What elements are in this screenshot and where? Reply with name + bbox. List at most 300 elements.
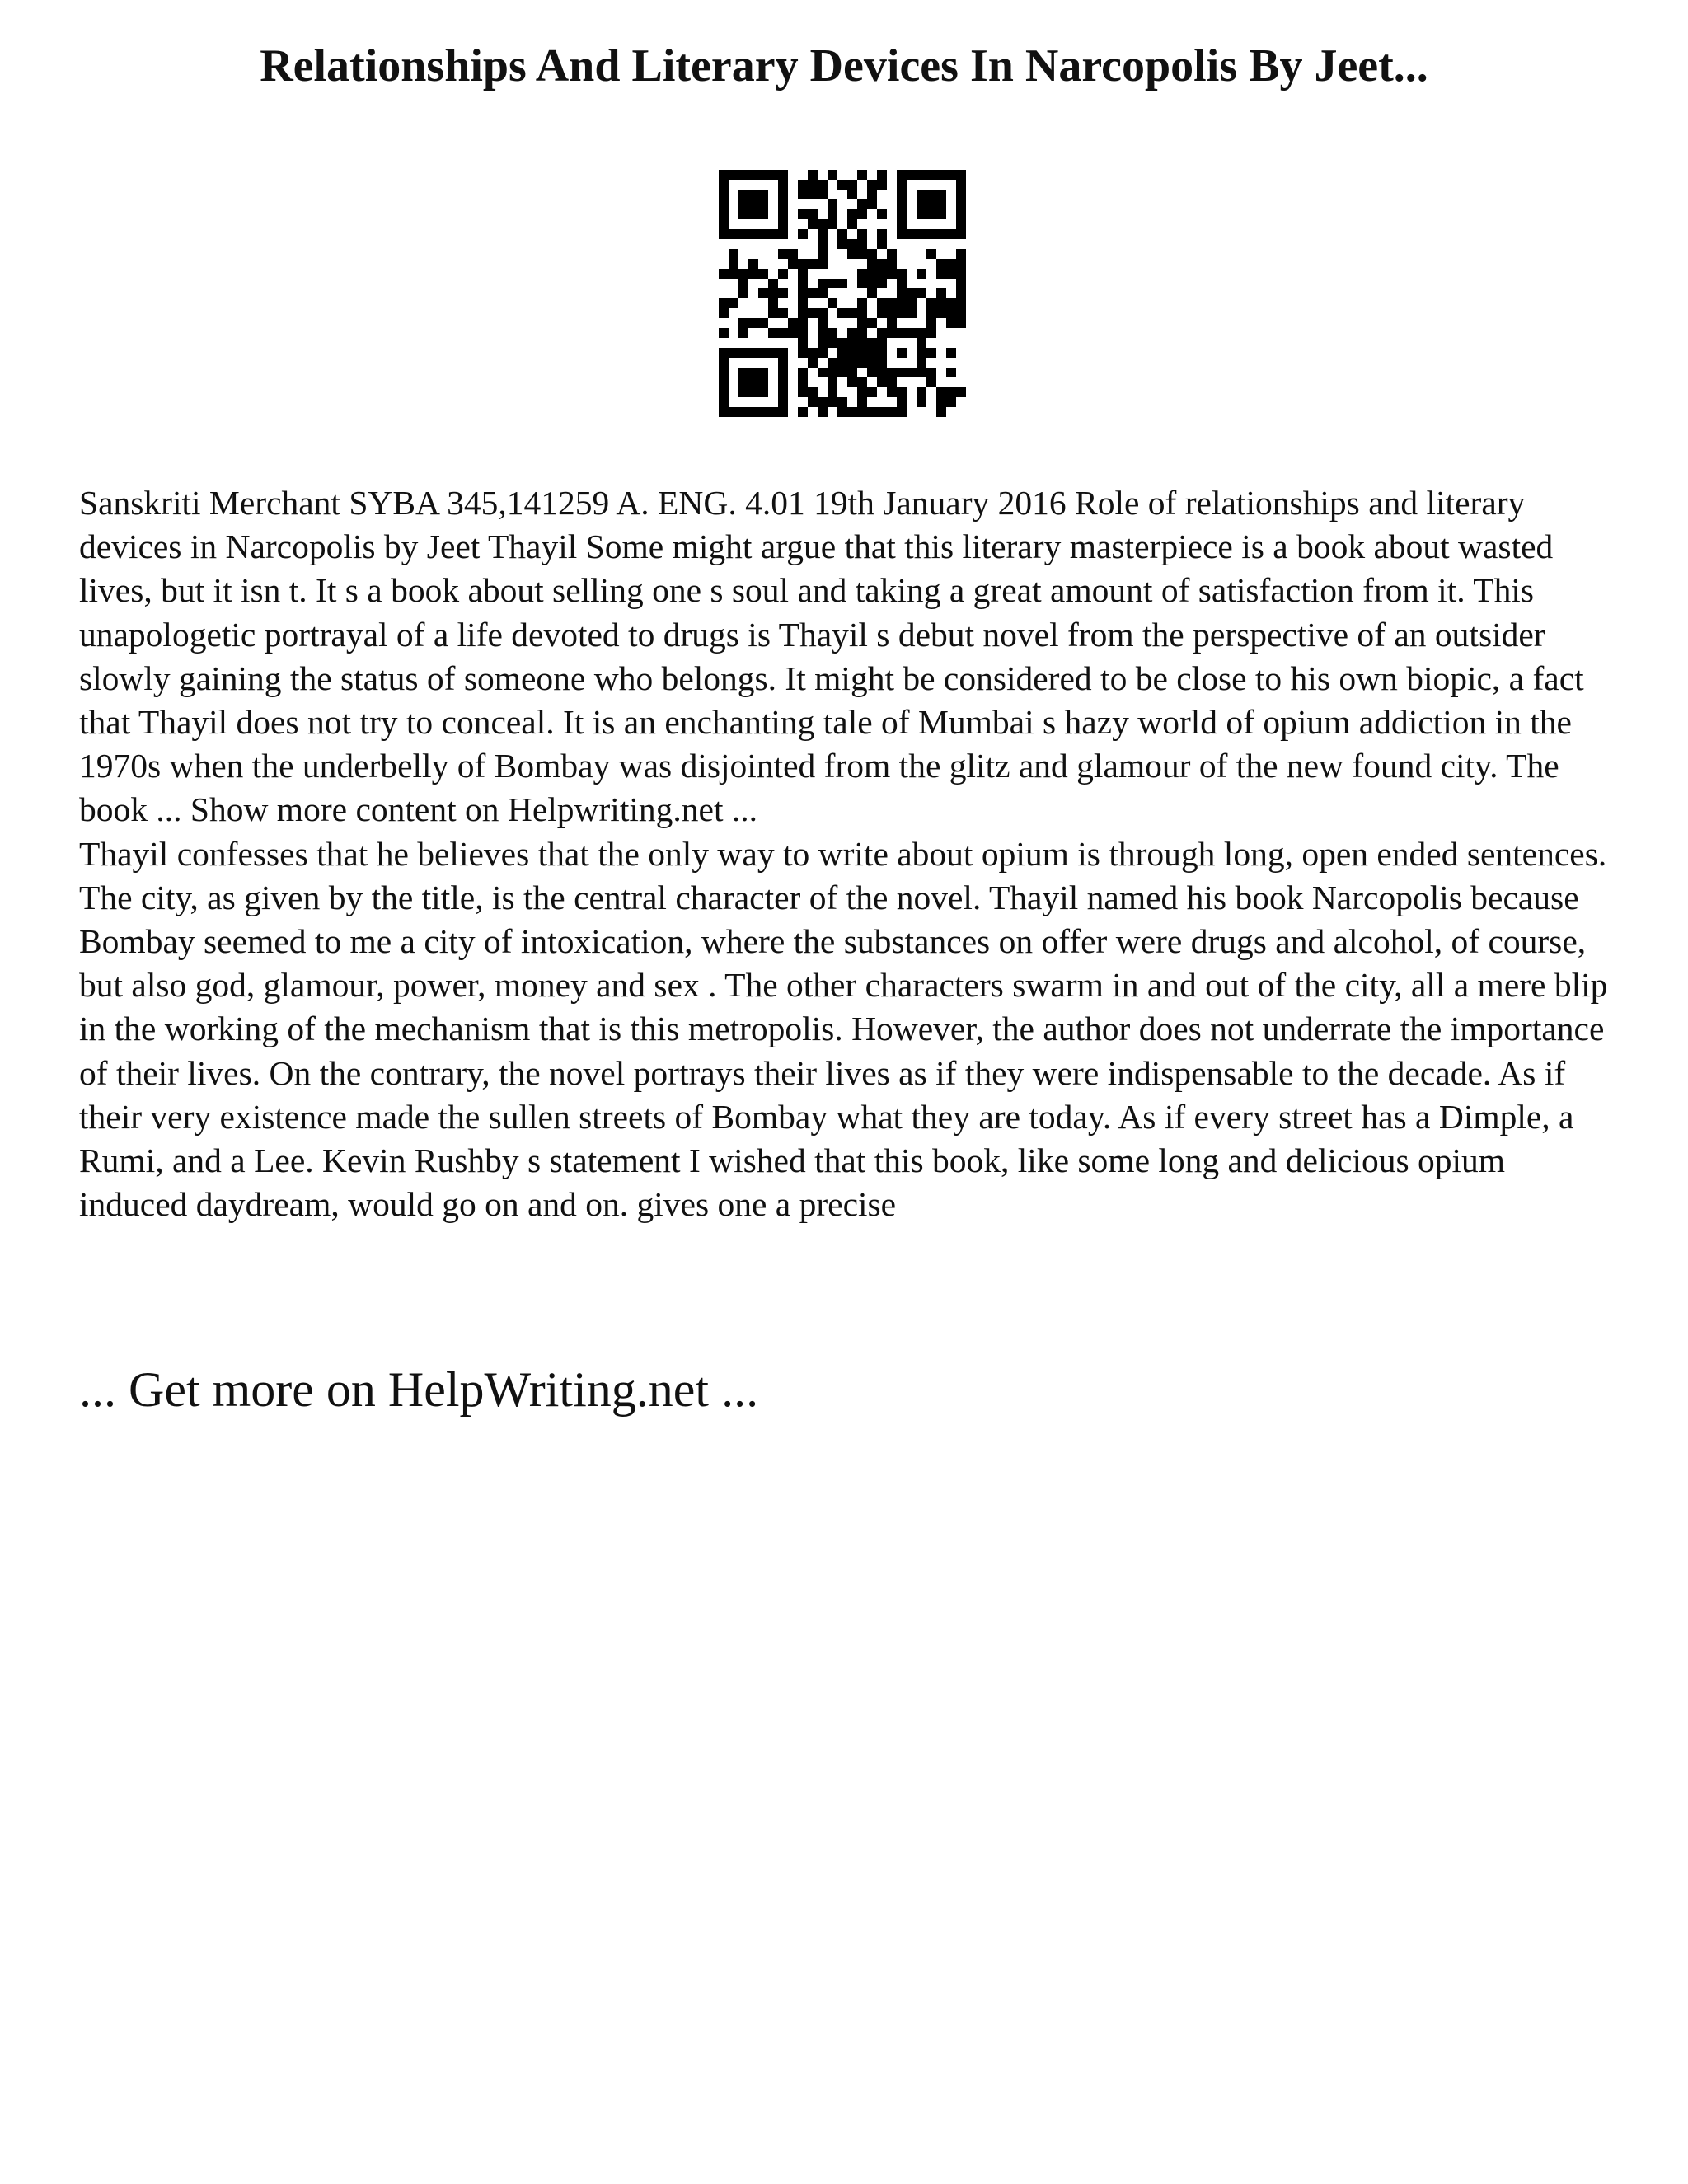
- qr-module: [758, 199, 768, 209]
- qr-module: [778, 377, 788, 387]
- qr-module: [719, 407, 729, 417]
- qr-code-graphic: [719, 170, 966, 417]
- qr-module: [719, 269, 729, 279]
- qr-module: [748, 209, 758, 219]
- qr-module: [907, 170, 917, 180]
- qr-module: [917, 269, 926, 279]
- qr-module: [818, 180, 828, 190]
- qr-module: [808, 387, 818, 397]
- qr-module: [798, 190, 808, 199]
- qr-module: [917, 209, 926, 219]
- qr-module: [926, 170, 936, 180]
- qr-module: [738, 229, 748, 239]
- qr-module: [946, 298, 956, 308]
- qr-module: [936, 170, 946, 180]
- qr-module: [867, 190, 877, 199]
- qr-module: [877, 308, 887, 318]
- qr-module: [956, 209, 966, 219]
- qr-module: [808, 190, 818, 199]
- qr-module: [808, 170, 818, 180]
- qr-module: [818, 219, 828, 229]
- qr-module: [837, 397, 847, 407]
- qr-module: [867, 407, 877, 417]
- qr-module: [926, 229, 936, 239]
- qr-module: [778, 368, 788, 377]
- qr-module: [778, 180, 788, 190]
- qr-module: [867, 288, 877, 298]
- qr-module: [847, 328, 857, 338]
- qr-module: [738, 170, 748, 180]
- qr-module: [719, 368, 729, 377]
- qr-module: [887, 249, 897, 259]
- qr-module: [877, 279, 887, 288]
- qr-module: [748, 377, 758, 387]
- qr-module: [907, 229, 917, 239]
- qr-module: [768, 170, 778, 180]
- qr-module: [808, 358, 818, 368]
- qr-module: [748, 190, 758, 199]
- qr-module: [857, 397, 867, 407]
- qr-module: [926, 199, 936, 209]
- qr-module: [748, 318, 758, 328]
- qr-module: [758, 368, 768, 377]
- qr-module: [857, 387, 867, 397]
- qr-module: [917, 387, 926, 397]
- qr-module: [847, 348, 857, 358]
- qr-module: [788, 259, 798, 269]
- qr-module: [926, 318, 936, 328]
- qr-module: [758, 318, 768, 328]
- qr-module: [818, 288, 828, 298]
- qr-module: [946, 308, 956, 318]
- document-title: Relationships And Literary Devices In Narcopolis By Jeet...: [260, 40, 1428, 91]
- qr-module: [828, 387, 837, 397]
- qr-module: [798, 269, 808, 279]
- qr-module: [778, 328, 788, 338]
- qr-module: [778, 199, 788, 209]
- qr-module: [808, 348, 818, 358]
- document-body: [79, 481, 1620, 1226]
- qr-module: [758, 348, 768, 358]
- qr-module: [897, 298, 907, 308]
- qr-module: [877, 377, 887, 387]
- qr-module: [877, 180, 887, 190]
- qr-module: [847, 407, 857, 417]
- qr-module: [897, 368, 907, 377]
- qr-module: [907, 328, 917, 338]
- qr-module: [887, 308, 897, 318]
- qr-module: [768, 288, 778, 298]
- qr-module: [798, 368, 808, 377]
- qr-module: [926, 348, 936, 358]
- qr-module: [748, 368, 758, 377]
- qr-module: [808, 308, 818, 318]
- qr-module: [867, 259, 877, 269]
- qr-module: [897, 308, 907, 318]
- qr-module: [738, 407, 748, 417]
- qr-module: [867, 318, 877, 328]
- get-more-link[interactable]: ... Get more on HelpWriting.net ...: [79, 1362, 759, 1417]
- qr-module: [778, 358, 788, 368]
- qr-module: [738, 288, 748, 298]
- qr-module: [936, 397, 946, 407]
- qr-module: [748, 229, 758, 239]
- qr-module: [748, 387, 758, 397]
- qr-module: [818, 259, 828, 269]
- qr-module: [729, 348, 738, 358]
- qr-module: [857, 279, 867, 288]
- qr-module: [897, 209, 907, 219]
- qr-module: [897, 407, 907, 417]
- qr-module: [729, 249, 738, 259]
- qr-module: [897, 229, 907, 239]
- qr-module: [956, 170, 966, 180]
- qr-module: [956, 318, 966, 328]
- qr-module: [956, 298, 966, 308]
- qr-module: [877, 239, 887, 249]
- qr-module: [917, 397, 926, 407]
- qr-module: [798, 328, 808, 338]
- qr-module: [837, 279, 847, 288]
- qr-module: [857, 407, 867, 417]
- qr-module: [857, 269, 867, 279]
- qr-module: [738, 279, 748, 288]
- qr-module: [877, 407, 887, 417]
- qr-module: [798, 387, 808, 397]
- qr-module: [778, 397, 788, 407]
- qr-module: [867, 368, 877, 377]
- qr-module: [738, 209, 748, 219]
- qr-module: [748, 170, 758, 180]
- qr-module: [847, 190, 857, 199]
- qr-module: [867, 387, 877, 397]
- qr-module: [818, 318, 828, 328]
- qr-module: [738, 387, 748, 397]
- qr-module: [926, 377, 936, 387]
- qr-module: [798, 288, 808, 298]
- qr-module: [729, 229, 738, 239]
- qr-module: [857, 377, 867, 387]
- qr-module: [828, 377, 837, 387]
- qr-module: [917, 368, 926, 377]
- qr-module: [818, 407, 828, 417]
- qr-module: [837, 180, 847, 190]
- qr-module: [897, 279, 907, 288]
- qr-module: [877, 348, 887, 358]
- qr-module: [847, 239, 857, 249]
- qr-module: [867, 338, 877, 348]
- qr-module: [798, 377, 808, 387]
- qr-module: [788, 328, 798, 338]
- qr-module: [768, 328, 778, 338]
- qr-module: [897, 180, 907, 190]
- qr-module: [738, 190, 748, 199]
- qr-module: [828, 199, 837, 209]
- qr-module: [758, 190, 768, 199]
- qr-module: [867, 358, 877, 368]
- qr-module: [738, 269, 748, 279]
- qr-module: [897, 199, 907, 209]
- qr-module: [917, 199, 926, 209]
- qr-module: [768, 407, 778, 417]
- qr-module: [808, 259, 818, 269]
- qr-module: [936, 269, 946, 279]
- qr-module: [788, 318, 798, 328]
- qr-module: [946, 397, 956, 407]
- qr-module: [936, 199, 946, 209]
- body-paragraph: Thayil confesses that he believes that the only way to write about opium is through long, open ended sentences. The city, as given by the title, is the central character of the novel. Thayil named his book Narcopolis because Bombay seemed to me a city of intoxication, where the substances on offer were drugs and alcohol, of course, but also god, glamour, power, money and sex . The other characters swarm in and out of the city, all a mere blip in the working of the mechanism that is this metropolis. However, the author does not underrate the importance of their lives. On the contrary, the novel portrays their lives as if they were indispensable to the decade. As if their very existence made the sullen streets of Bombay what they are today. As if every street has a Dimple, a Rumi, and a Lee. Kevin Rushby s statement I wished that this book, like some long and delicious opium induced daydream, would go on and on. gives one a precise: [79, 834, 1608, 1224]
- qr-module: [818, 338, 828, 348]
- qr-module: [847, 308, 857, 318]
- qr-module: [768, 279, 778, 288]
- qr-module: [837, 348, 847, 358]
- qr-module: [828, 338, 837, 348]
- qr-module: [748, 348, 758, 358]
- qr-module: [719, 358, 729, 368]
- qr-module: [778, 170, 788, 180]
- qr-module: [847, 338, 857, 348]
- qr-module: [808, 288, 818, 298]
- qr-module: [946, 318, 956, 328]
- qr-module: [897, 397, 907, 407]
- qr-module: [758, 387, 768, 397]
- qr-module: [956, 279, 966, 288]
- qr-module: [798, 348, 808, 358]
- qr-module: [758, 229, 768, 239]
- qr-module: [818, 348, 828, 358]
- qr-module: [887, 377, 897, 387]
- qr-module: [946, 229, 956, 239]
- qr-module: [877, 209, 887, 219]
- qr-module: [857, 229, 867, 239]
- qr-module: [748, 269, 758, 279]
- qr-module: [907, 308, 917, 318]
- qr-module: [887, 387, 897, 397]
- qr-module: [729, 259, 738, 269]
- qr-module: [897, 348, 907, 358]
- qr-module: [907, 368, 917, 377]
- qr-module: [818, 279, 828, 288]
- qr-module: [828, 298, 837, 308]
- qr-module: [877, 229, 887, 239]
- qr-module: [719, 229, 729, 239]
- qr-module: [857, 308, 867, 318]
- qr-module: [778, 288, 788, 298]
- qr-module: [956, 269, 966, 279]
- qr-module: [946, 269, 956, 279]
- qr-module: [936, 259, 946, 269]
- qr-module: [867, 199, 877, 209]
- qr-module: [867, 348, 877, 358]
- qr-module: [798, 308, 808, 318]
- qr-module: [778, 190, 788, 199]
- qr-module: [719, 170, 729, 180]
- qr-module: [857, 298, 867, 308]
- qr-module: [936, 288, 946, 298]
- qr-module: [758, 407, 768, 417]
- qr-module: [887, 318, 897, 328]
- qr-module: [778, 219, 788, 229]
- qr-module: [719, 397, 729, 407]
- qr-module: [926, 298, 936, 308]
- qr-module: [778, 348, 788, 358]
- qr-module: [778, 209, 788, 219]
- qr-module: [926, 190, 936, 199]
- qr-module: [828, 368, 837, 377]
- qr-module: [936, 308, 946, 318]
- qr-module: [956, 249, 966, 259]
- qr-module: [936, 190, 946, 199]
- qr-module: [837, 358, 847, 368]
- qr-module: [828, 279, 837, 288]
- qr-module: [837, 239, 847, 249]
- qr-module: [887, 259, 897, 269]
- qr-module: [917, 358, 926, 368]
- qr-module: [946, 387, 956, 397]
- qr-module: [798, 407, 808, 417]
- qr-module: [897, 190, 907, 199]
- qr-module: [719, 377, 729, 387]
- qr-module: [877, 170, 887, 180]
- qr-module: [729, 407, 738, 417]
- qr-module: [808, 209, 818, 219]
- qr-module: [738, 368, 748, 377]
- qr-module: [936, 298, 946, 308]
- qr-module: [956, 229, 966, 239]
- qr-module: [926, 368, 936, 377]
- qr-module: [857, 209, 867, 219]
- qr-module: [847, 180, 857, 190]
- qr-module: [877, 338, 887, 348]
- qr-module: [768, 348, 778, 358]
- qr-module: [867, 269, 877, 279]
- qr-module: [738, 318, 748, 328]
- qr-module: [828, 170, 837, 180]
- qr-module: [828, 397, 837, 407]
- qr-module: [768, 298, 778, 308]
- qr-module: [857, 170, 867, 180]
- qr-module: [729, 298, 738, 308]
- qr-module: [778, 387, 788, 397]
- qr-code-icon[interactable]: [719, 170, 966, 417]
- qr-module: [719, 180, 729, 190]
- qr-module: [828, 328, 837, 338]
- qr-module: [828, 358, 837, 368]
- qr-module: [956, 308, 966, 318]
- qr-module: [758, 209, 768, 219]
- qr-module: [798, 180, 808, 190]
- qr-module: [837, 368, 847, 377]
- qr-module: [907, 288, 917, 298]
- qr-module: [897, 269, 907, 279]
- qr-module: [867, 249, 877, 259]
- qr-module: [847, 249, 857, 259]
- qr-module: [917, 328, 926, 338]
- qr-module: [857, 358, 867, 368]
- qr-module: [818, 328, 828, 338]
- qr-module: [808, 397, 818, 407]
- qr-module: [788, 249, 798, 259]
- qr-module: [887, 328, 897, 338]
- qr-module: [926, 249, 936, 259]
- qr-module: [748, 259, 758, 269]
- qr-module: [758, 288, 768, 298]
- qr-module: [847, 219, 857, 229]
- qr-module: [818, 308, 828, 318]
- qr-module: [798, 279, 808, 288]
- qr-module: [719, 298, 729, 308]
- qr-module: [719, 328, 729, 338]
- qr-module: [926, 209, 936, 219]
- qr-module: [798, 318, 808, 328]
- qr-module: [936, 407, 946, 417]
- qr-module: [887, 407, 897, 417]
- qr-module: [877, 269, 887, 279]
- qr-module: [847, 209, 857, 219]
- qr-module: [877, 368, 887, 377]
- qr-module: [729, 170, 738, 180]
- qr-module: [778, 407, 788, 417]
- qr-module: [877, 259, 887, 269]
- qr-module: [748, 199, 758, 209]
- qr-module: [719, 190, 729, 199]
- qr-module: [897, 328, 907, 338]
- qr-module: [887, 368, 897, 377]
- qr-module: [926, 328, 936, 338]
- qr-module: [818, 229, 828, 239]
- qr-module: [897, 219, 907, 229]
- qr-module: [719, 219, 729, 229]
- qr-module: [778, 249, 788, 259]
- qr-module: [837, 308, 847, 318]
- qr-module: [738, 377, 748, 387]
- qr-module: [917, 170, 926, 180]
- qr-module: [738, 199, 748, 209]
- qr-module: [847, 358, 857, 368]
- qr-module: [946, 259, 956, 269]
- qr-module: [808, 219, 818, 229]
- qr-module: [818, 249, 828, 259]
- qr-module: [818, 239, 828, 249]
- qr-module: [818, 397, 828, 407]
- qr-module: [926, 308, 936, 318]
- qr-module: [719, 308, 729, 318]
- qr-module: [956, 199, 966, 209]
- qr-module: [778, 308, 788, 318]
- qr-module: [857, 338, 867, 348]
- qr-module: [719, 199, 729, 209]
- qr-module: [748, 407, 758, 417]
- qr-module: [818, 190, 828, 199]
- qr-module: [877, 298, 887, 308]
- qr-module: [956, 180, 966, 190]
- qr-module: [857, 318, 867, 328]
- qr-module: [837, 229, 847, 239]
- qr-module: [887, 269, 897, 279]
- qr-module: [897, 288, 907, 298]
- qr-module: [917, 338, 926, 348]
- qr-module: [857, 328, 867, 338]
- qr-module: [847, 377, 857, 387]
- qr-module: [857, 348, 867, 358]
- qr-module: [857, 199, 867, 209]
- qr-module: [936, 387, 946, 397]
- qr-module: [877, 358, 887, 368]
- qr-module: [877, 328, 887, 338]
- qr-module: [808, 180, 818, 190]
- qr-module: [758, 170, 768, 180]
- qr-module: [907, 298, 917, 308]
